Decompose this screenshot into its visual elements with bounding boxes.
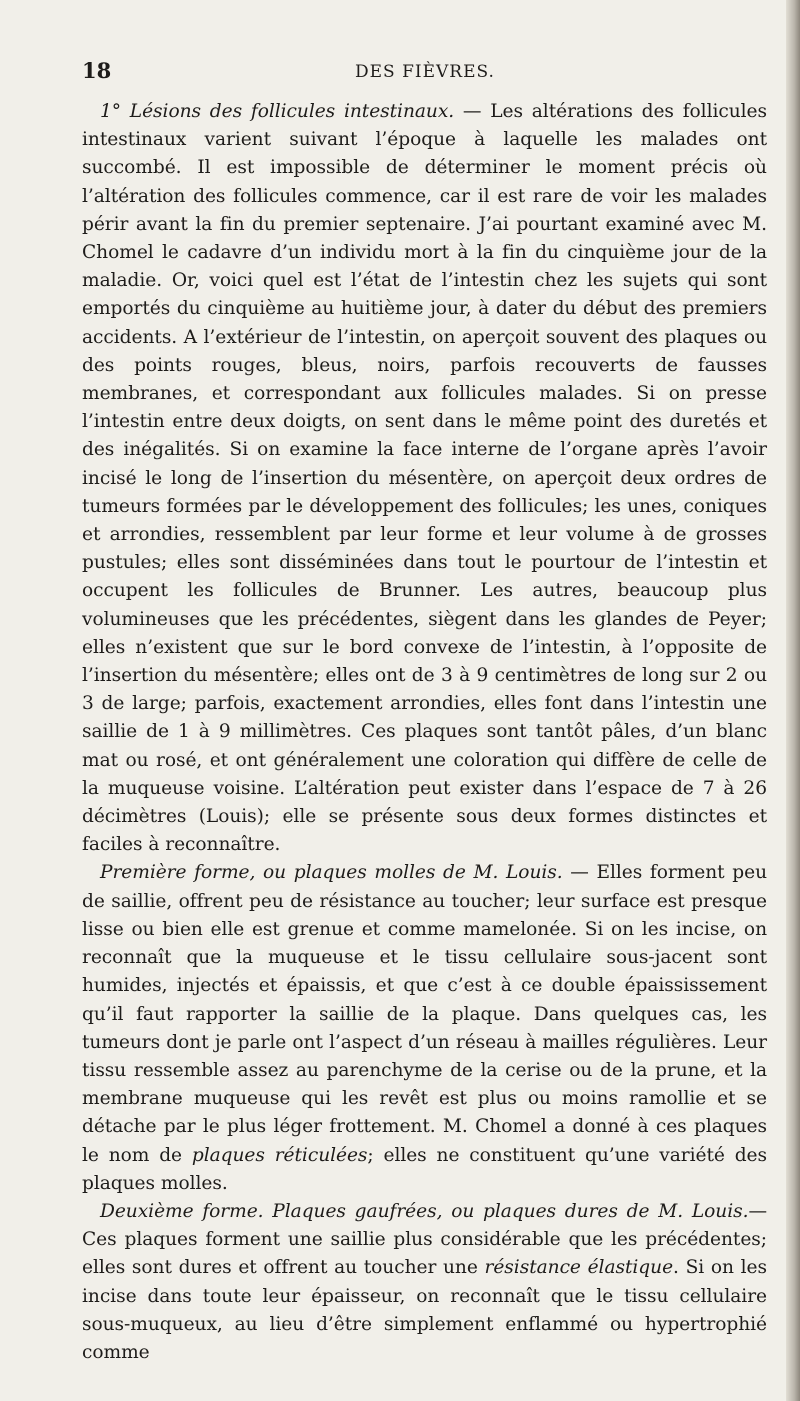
section-heading-premiere-forme: Première forme, ou plaques molles de M. Louis. — [100, 862, 563, 884]
paragraph-premiere-forme — [82, 859, 767, 1197]
paragraph-text: — Ces plaques forment une saillie plus considérable que les précédentes; elles sont dures et offrent au toucher une — [82, 1200, 767, 1279]
page-edge-shadow — [786, 0, 800, 1401]
paragraph-text: . Si on les incise dans toute leur épaisseur, on reconnaît que le tissu cellulaire sous-muqueux, au lieu d’être simplement enflammé ou hypertrophié comme — [82, 1257, 767, 1363]
paragraph-text: — Les altérations des follicules intestinaux varient suivant l’époque à laquelle les malades ont succombé. Il est impossible de déterminer le moment précis où l’altération des follicules commence, car il est rare de voir les malades périr avant la fin du premier septenaire. J’ai pourtant examiné avec M. Chomel le cadavre d’un individu mort à la fin du cinquième jour de la maladie. Or, voici quel est l’état de l’intestin chez les sujets qui sont emportés du cinquième au huitième jour, à dater du début des premiers accidents. A l’extérieur de l’intestin, on aperçoit souvent des plaques ou des points rouges, bleus, noirs, parfois recouverts de fausses membranes, et correspondant aux follicules malades. Si on presse l’intestin entre deux doigts, on sent dans le même point des duretés et des inégalités. Si on examine la face interne de l’organe après l’avoir incisé le long de l’insertion du mésentère, on aperçoit deux ordres de tumeurs formées par le développement des follicules; les unes, coniques et arrondies, ressemblent par leur forme et leur volume à de grosses pustules; elles sont disséminées dans tout le pourtour de l’intestin et occupent les follicules de Brunner. Les autres, beaucoup plus volumineuses que les précédentes, siègent dans les glandes de Peyer; elles n’existent que sur le bord convexe de l’intestin, à l’opposite de l’insertion du mésentère; elles ont de 3 à 9 centimètres de long sur 2 ou 3 de large; parfois, exactement arrondies, elles font dans l’intestin une saillie de 1 à 9 millimètres. Ces plaques sont tantôt pâles, d’un blanc mat ou rosé, et ont généralement une coloration qui diffère de celle de la muqueuse voisine. L’altération peut exister dans l’espace de 7 à 26 décimètres (Louis); elle se présente sous deux formes distinctes et faciles à reconnaître. — [82, 101, 767, 856]
section-heading-deuxieme-forme: Deuxième forme. Plaques gaufrées, ou plaques dures de M. Louis. — [100, 1200, 749, 1222]
running-head — [82, 58, 767, 88]
body-text — [82, 98, 767, 1367]
running-title: DES FIÈVRES. — [355, 62, 495, 82]
section-heading-lesions: 1° Lésions des follicules intestinaux. — [100, 101, 455, 122]
paragraph-lesions — [82, 98, 767, 859]
page-number: 18 — [82, 58, 112, 83]
italic-term: résistance élastique — [484, 1257, 674, 1279]
paragraph-deuxieme-forme — [82, 1198, 767, 1367]
paragraph-text: ; elles ne constituent qu’une variété des plaques molles. — [82, 1144, 767, 1194]
italic-term: plaques réticulées — [191, 1144, 368, 1166]
book-page — [82, 58, 767, 1367]
paragraph-text: — Elles forment peu de saillie, offrent peu de résistance au toucher; leur surface est presque lisse ou bien elle est grenue et comme mamelonée. Si on les incise, on reconnaît que la muqueuse et le tissu cellulaire sous-jacent sont humides, injectés et épaissis, et que c’est à ce double épaississement qu’il faut rapporter la saillie de la plaque. Dans quelques cas, les tumeurs dont je parle ont l’aspect d’un réseau à mailles régulières. Leur tissu ressemble assez au parenchyme de la cerise ou de la prune, et la membrane muqueuse qui les revêt est plus ou moins ramollie et se détache par le plus léger frottement. M. Chomel a donné à ces plaques le nom de — [82, 862, 767, 1166]
